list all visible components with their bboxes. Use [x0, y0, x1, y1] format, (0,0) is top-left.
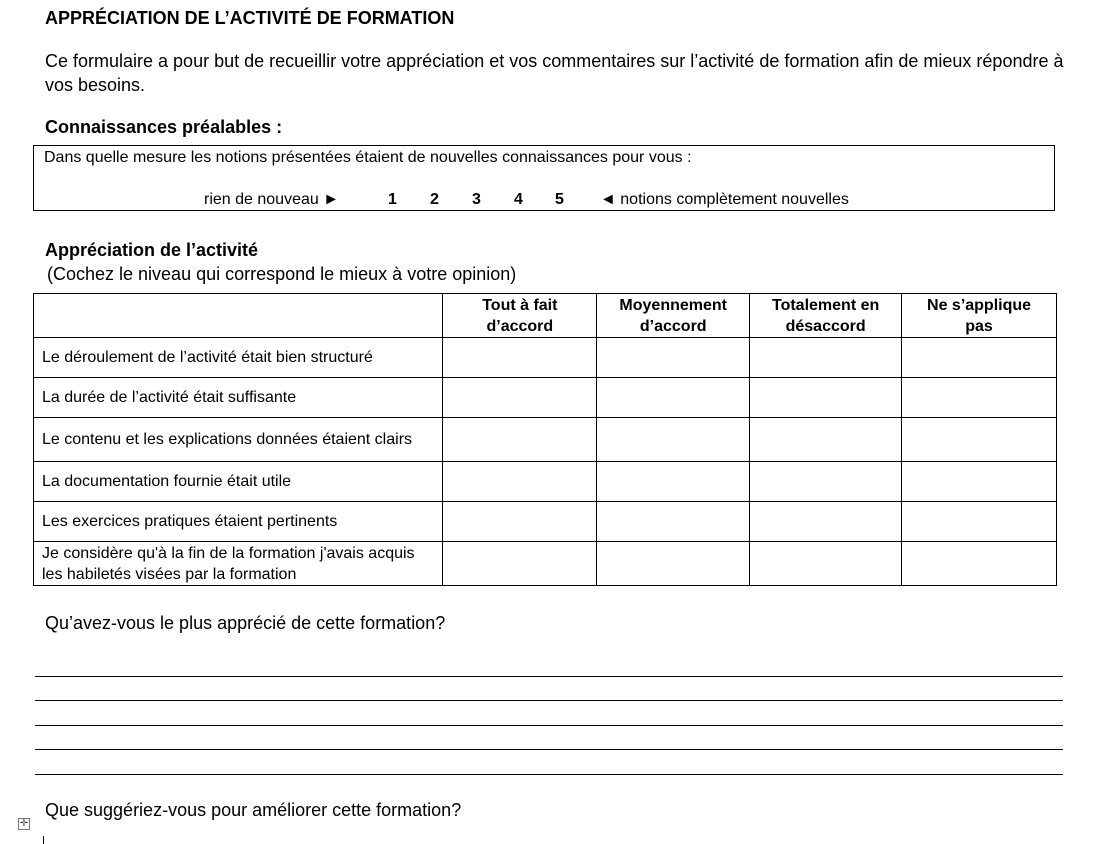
rating-cell[interactable] [597, 418, 750, 462]
question-most-appreciated: Qu’avez-vous le plus apprécié de cette formation? [45, 613, 446, 633]
table-row [34, 502, 1057, 542]
prior-knowledge-question: Dans quelle mesure les notions présentées étaient de nouvelles connaissances pour vous : [44, 149, 692, 166]
column-header [443, 294, 597, 338]
answer-line[interactable] [35, 774, 1063, 775]
intro-paragraph: Ce formulaire a pour but de recueillir votre appréciation et vos commentaires sur l’activité de formation afin de mieux répondre à vos besoins. [45, 51, 1064, 95]
rating-cell[interactable] [750, 378, 902, 418]
scale-right-label: ◄ notions complètement nouvelles [600, 191, 849, 208]
prior-knowledge-box [33, 145, 1055, 211]
column-header-line: Tout à fait [482, 296, 558, 314]
column-header-line: désaccord [785, 317, 866, 335]
rating-cell[interactable] [597, 462, 750, 502]
prior-knowledge-heading: Connaissances préalables : [45, 117, 283, 137]
rating-cell[interactable] [597, 542, 750, 586]
column-header-line: pas [965, 317, 993, 335]
rating-cell[interactable] [750, 418, 902, 462]
rating-cell[interactable] [902, 418, 1057, 462]
rating-cell[interactable] [750, 502, 902, 542]
rating-cell[interactable] [750, 542, 902, 586]
rating-cell[interactable] [443, 462, 597, 502]
column-header [902, 294, 1057, 338]
move-handle-icon[interactable]: ✛ [19, 818, 29, 829]
rating-cell[interactable] [902, 378, 1057, 418]
rating-table [33, 293, 1057, 586]
criterion-label: Je considère qu'à la fin de la formation j'avais acquis les habiletés visées par la formation [34, 542, 443, 586]
criterion-label: Le déroulement de l’activité était bien structuré [34, 338, 443, 378]
rating-cell[interactable] [443, 378, 597, 418]
rating-cell[interactable] [902, 542, 1057, 586]
table-row [34, 542, 1057, 586]
rating-cell[interactable] [443, 418, 597, 462]
answer-line[interactable] [35, 700, 1063, 701]
criteria-header [34, 294, 443, 338]
column-header-line: d’accord [639, 317, 707, 335]
criterion-label: Le contenu et les explications données étaient clairs [34, 418, 443, 462]
table-row [34, 338, 1057, 378]
rating-cell[interactable] [902, 338, 1057, 378]
column-header [750, 294, 902, 338]
criterion-label: Les exercices pratiques étaient pertinents [34, 502, 443, 542]
scale-value[interactable]: 2 [430, 191, 439, 208]
rating-cell[interactable] [597, 338, 750, 378]
rating-cell[interactable] [902, 502, 1057, 542]
rating-cell[interactable] [597, 502, 750, 542]
column-header-line: Moyennement [619, 296, 727, 314]
rating-cell[interactable] [443, 502, 597, 542]
column-header-line: Ne s’applique [927, 296, 1032, 314]
scale-value[interactable]: 3 [472, 191, 481, 208]
rating-cell[interactable] [443, 338, 597, 378]
criterion-label: La durée de l’activité était suffisante [34, 378, 443, 418]
scale-left-label: rien de nouveau ► [204, 191, 340, 208]
table-row [34, 378, 1057, 418]
rating-cell[interactable] [597, 378, 750, 418]
scale-value[interactable]: 5 [555, 191, 564, 208]
table-row [34, 418, 1057, 462]
answer-line[interactable] [35, 725, 1063, 726]
rating-cell[interactable] [750, 462, 902, 502]
criterion-label: La documentation fournie était utile [34, 462, 443, 502]
rating-cell[interactable] [902, 462, 1057, 502]
rating-header-row [34, 294, 1057, 338]
answer-line[interactable] [35, 676, 1063, 677]
column-header [597, 294, 750, 338]
column-header-line: Totalement en [771, 296, 880, 314]
rating-cell[interactable] [443, 542, 597, 586]
scale-value[interactable]: 4 [514, 191, 523, 208]
scale-value[interactable]: 1 [388, 191, 397, 208]
text-cursor [43, 836, 44, 844]
column-header-line: d’accord [486, 317, 554, 335]
answer-line[interactable] [35, 749, 1063, 750]
question-suggestions: Que suggériez-vous pour améliorer cette formation? [45, 800, 462, 820]
activity-instruction: (Cochez le niveau qui correspond le mieux à votre opinion) [47, 264, 517, 284]
rating-cell[interactable] [750, 338, 902, 378]
document-title: APPRÉCIATION DE L’ACTIVITÉ DE FORMATION [45, 8, 455, 28]
activity-heading: Appréciation de l’activité [45, 240, 259, 260]
table-row [34, 462, 1057, 502]
